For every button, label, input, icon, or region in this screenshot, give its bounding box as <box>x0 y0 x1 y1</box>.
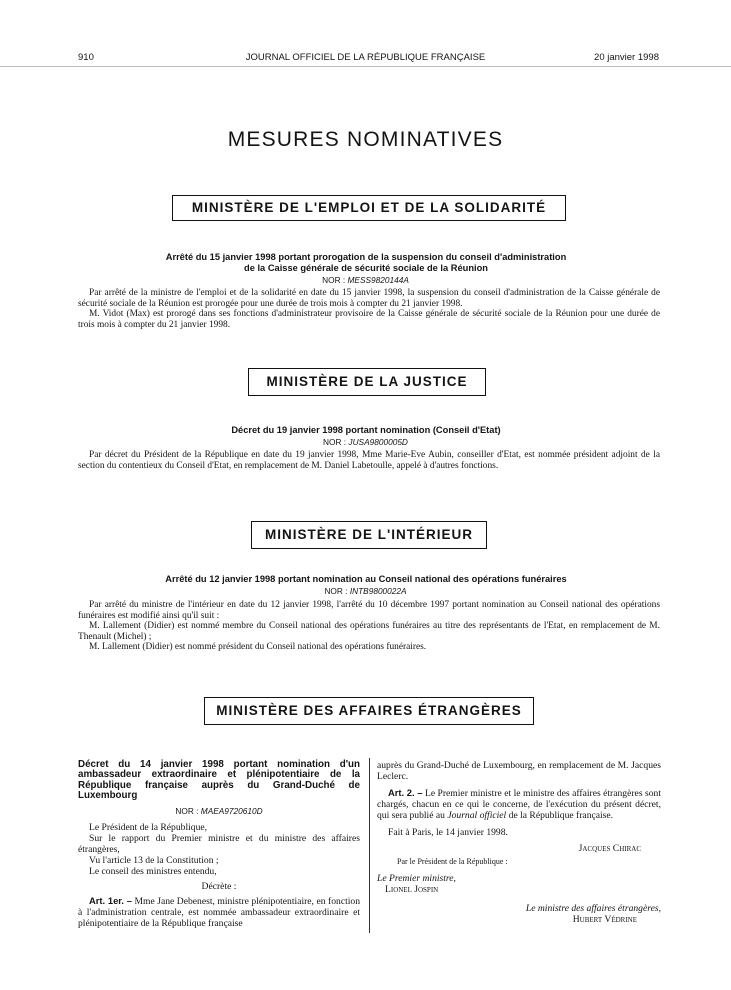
nor-label: NOR : <box>322 275 346 285</box>
article-2-label: Art. 2. – <box>388 787 423 798</box>
issue-date: 20 janvier 1998 <box>594 52 659 63</box>
par-le-president: Par le Président de la République : <box>397 857 508 866</box>
header-rule <box>0 66 731 67</box>
paragraph: M. Lallement (Didier) est nommé président du Conseil national des opérations funéraires. <box>89 642 427 653</box>
ministry-box-justice: MINISTÈRE DE LA JUSTICE <box>248 368 486 396</box>
page-title: MESURES NOMINATIVES <box>227 128 504 151</box>
article-title-emploi-line2: de la Caisse générale de sécurité sociale de la Réunion <box>244 263 488 273</box>
nor-label: NOR : <box>324 586 348 596</box>
article-title-emploi-line1: Arrêté du 15 janvier 1998 portant prorogation de la suspension du conseil d'administration <box>165 252 567 262</box>
nor-justice <box>0 437 731 447</box>
decrete: Décrète : <box>201 880 237 892</box>
premier-ministre-title: Le Premier ministre, <box>377 873 456 884</box>
nor-code: JUSA9800005D <box>348 437 408 447</box>
nor-label: NOR : <box>175 805 199 816</box>
nor-affaires-etrangeres <box>78 806 360 816</box>
fait-a-paris: Fait à Paris, le 14 janvier 1998. <box>388 827 508 838</box>
nor-label: NOR : <box>323 437 347 447</box>
nor-interieur <box>0 586 731 596</box>
right-column <box>377 760 661 925</box>
article-1-text: Mme Jane Debenest, ministre plénipotentiaire, en fonction à l'administration centrale, est nommée ambassadeur extraordinaire et plénipotentiaire de la République française <box>78 895 361 929</box>
ministry-box-affaires-etrangeres: MINISTÈRE DES AFFAIRES ÉTRANGÈRES <box>204 697 534 725</box>
column-divider <box>369 758 370 933</box>
paragraph: Le conseil des ministres entendu, <box>89 865 217 877</box>
body-interieur <box>78 600 660 653</box>
body-justice <box>78 450 660 471</box>
paragraph: Par décret du Président de la République en date du 19 janvier 1998, Mme Marie-Eve Aubin, conseiller d'Etat, est nommée président adjoint de la section du contentieux du Conseil d'Etat, en remplacement de M. Daniel Labetoulle, appelé à d'autres fonctions. <box>78 450 660 471</box>
paragraph: M. Lallement (Didier) est nommé membre du Conseil national des opérations funéraires au titre des représentants de l'Etat, en remplacement de M. Thenault (Michel) ; <box>78 621 660 642</box>
paragraph: Par arrêté de la ministre de l'emploi et de la solidarité en date du 15 janvier 1998, la suspension du conseil d'administration de la Caisse générale de sécurité sociale de la Réunion est prorogée pour une durée de trois mois à compter du 21 janvier 1998. <box>78 288 660 309</box>
article-1 <box>78 895 360 929</box>
ministry-box-interieur: MINISTÈRE DE L'INTÉRIEUR <box>251 521 487 549</box>
journal-title: JOURNAL OFFICIEL DE LA RÉPUBLIQUE FRANÇAISE <box>245 52 486 63</box>
article-title-interieur: Arrêté du 12 janvier 1998 portant nomination au Conseil national des opérations funéraires <box>165 574 567 584</box>
paragraph: M. Vidot (Max) est prorogé dans ses fonctions d'administrateur provisoire de la Caisse générale de sécurité sociale de la Réunion pour une durée de trois mois à compter du 21 janvier 1998. <box>78 309 660 330</box>
paragraph: Par arrêté du ministre de l'intérieur en date du 12 janvier 1998, l'arrêté du 10 décembre 1997 portant nomination au Conseil national des opérations funéraires est modifié ainsi qu'il suit : <box>78 600 660 621</box>
ministre-ae-title: Le ministre des affaires étrangères, <box>525 903 661 914</box>
nor-code: INTB9800022A <box>349 586 407 596</box>
article-title-affaires-etrangeres: Décret du 14 janvier 1998 portant nomination d'un ambassadeur extraordinaire et plénipotentiaire de la République française auprès du Grand-Duché de Luxembourg <box>78 759 360 802</box>
article-1-label: Art. 1er. – <box>89 894 132 906</box>
nor-code: MESS9820144A <box>347 275 409 285</box>
signature-premier-ministre: Lionel Jospin <box>385 884 439 895</box>
article-2-text-end: de la République française. <box>508 810 614 821</box>
nor-emploi <box>0 275 731 285</box>
article-1-continuation: auprès du Grand-Duché de Luxembourg, en remplacement de M. Jacques Leclerc. <box>377 760 661 782</box>
article-2-text: Le Premier ministre et le ministre des affaires étrangères sont chargés, chacun en ce qui le concerne, de l'exécution du présent décret, qui sera publié au <box>377 788 661 821</box>
article-title-justice: Décret du 19 janvier 1998 portant nomination (Conseil d'Etat) <box>231 425 501 435</box>
nor-code: MAEA9720610D <box>200 805 263 816</box>
page-number: 910 <box>78 52 94 63</box>
paragraph: Vu l'article 13 de la Constitution ; <box>89 854 219 866</box>
preamble <box>78 822 360 929</box>
article-2 <box>377 787 661 821</box>
paragraph: Sur le rapport du Premier ministre et du ministre des affaires étrangères, <box>78 832 360 855</box>
signature-ministre-ae: Hubert Védrine <box>572 914 637 925</box>
signature-president: Jacques Chirac <box>578 843 641 854</box>
paragraph: Le Président de la République, <box>89 821 208 833</box>
body-emploi <box>78 288 660 330</box>
ministry-box-emploi: MINISTÈRE DE L'EMPLOI ET DE LA SOLIDARITÉ <box>172 195 566 221</box>
left-column <box>78 760 360 929</box>
journal-officiel: Journal officiel <box>447 810 507 821</box>
